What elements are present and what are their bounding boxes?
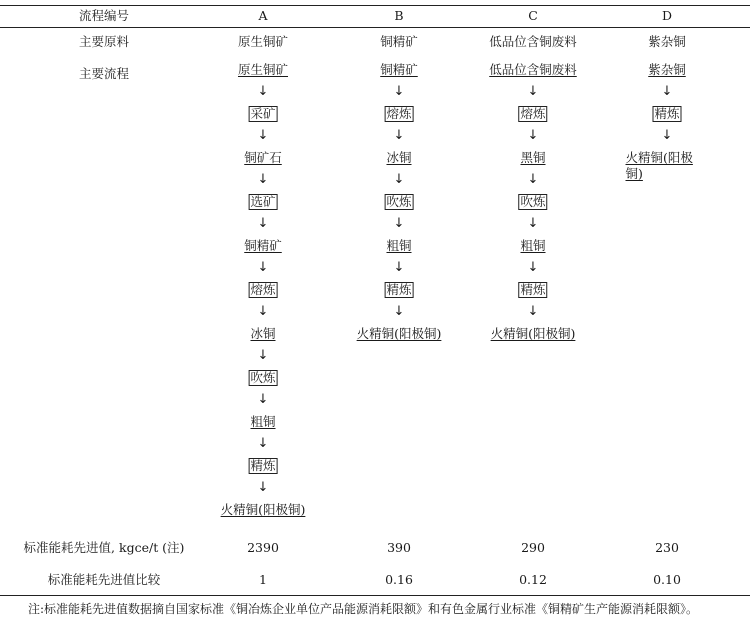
process-operation: 吹炼 [250,370,276,385]
flow-arrow-icon: ↓ [257,304,269,319]
ratio-label: 标准能耗先进值比较 [47,572,161,587]
process-product: 铜精矿 [380,62,418,77]
process-product: 紫杂铜 [648,62,686,77]
energy-b: 390 [387,540,411,555]
process-operation: 吹炼 [520,194,546,209]
flow-arrow-icon: ↓ [393,84,405,99]
header-col-c: C [528,8,538,23]
flow-arrow-icon: ↓ [257,392,269,407]
flow-arrow-icon: ↓ [257,128,269,143]
flow-arrow-icon: ↓ [527,304,539,319]
raw-material-d: 紫杂铜 [648,34,686,49]
energy-d: 230 [655,540,679,555]
process-product: 原生铜矿 [237,62,289,77]
header-rule [0,27,750,28]
flow-arrow-icon: ↓ [527,216,539,231]
process-product: 冰铜 [250,326,276,341]
header-label: 流程编号 [78,8,130,23]
process-product: 粗铜 [250,414,276,429]
process-product: 铜矿石 [244,150,282,165]
process-operation: 熔炼 [520,106,546,121]
raw-material-a: 原生铜矿 [237,34,289,49]
process-operation: 熔炼 [386,106,412,121]
flow-arrow-icon: ↓ [661,128,673,143]
energy-c: 290 [521,540,545,555]
header-col-a: A [258,8,268,23]
flow-arrow-icon: ↓ [393,304,405,319]
process-operation: 选矿 [250,194,276,209]
flow-arrow-icon: ↓ [257,216,269,231]
process-product: 粗铜 [386,238,412,253]
process-flow-a [221,62,306,518]
process-flow-b [357,62,442,342]
flow-arrow-icon: ↓ [393,172,405,187]
raw-material-label: 主要原料 [78,34,130,49]
process-product: 火精铜(阳极铜) [356,326,442,341]
flow-arrow-icon: ↓ [393,128,405,143]
process-product: 铜精矿 [244,238,282,253]
process-operation: 精炼 [520,282,546,297]
table-bottom-rule [0,595,750,596]
flow-arrow-icon: ↓ [257,172,269,187]
process-operation: 熔炼 [250,282,276,297]
ratio-c: 0.12 [519,572,547,587]
process-operation: 精炼 [250,458,276,473]
flow-arrow-icon: ↓ [257,260,269,275]
ratio-b: 0.16 [385,572,413,587]
process-operation: 采矿 [250,106,276,121]
process-operation: 精炼 [654,106,680,121]
flow-arrow-icon: ↓ [257,436,269,451]
flow-arrow-icon: ↓ [527,128,539,143]
process-flow-c [489,62,577,342]
ratio-a: 1 [259,572,267,587]
energy-label: 标准能耗先进值, kgce/t (注) [23,540,185,555]
flow-arrow-icon: ↓ [393,216,405,231]
process-product: 冰铜 [386,150,412,165]
process-product: 火精铜(阳极铜) [490,326,576,341]
flow-arrow-icon: ↓ [661,84,673,99]
process-operation: 吹炼 [386,194,412,209]
process-product: 黑铜 [520,150,546,165]
process-operation: 精炼 [386,282,412,297]
process-product: 粗铜 [520,238,546,253]
process-flow-d [625,62,709,181]
footnote: 注:标准能耗先进值数据摘自国家标准《铜冶炼企业单位产品能源消耗限额》和有色金属行业标准《铜精矿生产能源消耗限额》。 [28,602,699,616]
process-product: 低品位含铜废料 [489,62,577,77]
raw-material-b: 铜精矿 [380,34,418,49]
flow-arrow-icon: ↓ [257,348,269,363]
energy-a: 2390 [247,540,279,555]
flow-arrow-icon: ↓ [527,84,539,99]
flow-arrow-icon: ↓ [527,172,539,187]
raw-material-c: 低品位含铜废料 [489,34,577,49]
flow-arrow-icon: ↓ [527,260,539,275]
flow-arrow-icon: ↓ [393,260,405,275]
ratio-d: 0.10 [653,572,681,587]
table-top-rule [0,5,750,6]
flow-arrow-icon: ↓ [257,480,269,495]
flow-arrow-icon: ↓ [257,84,269,99]
process-product: 火精铜(阳极铜) [625,150,693,181]
header-col-d: D [661,8,673,23]
process-label: 主要流程 [78,66,130,81]
header-col-b: B [394,8,404,23]
process-product: 火精铜(阳极铜) [220,502,306,517]
